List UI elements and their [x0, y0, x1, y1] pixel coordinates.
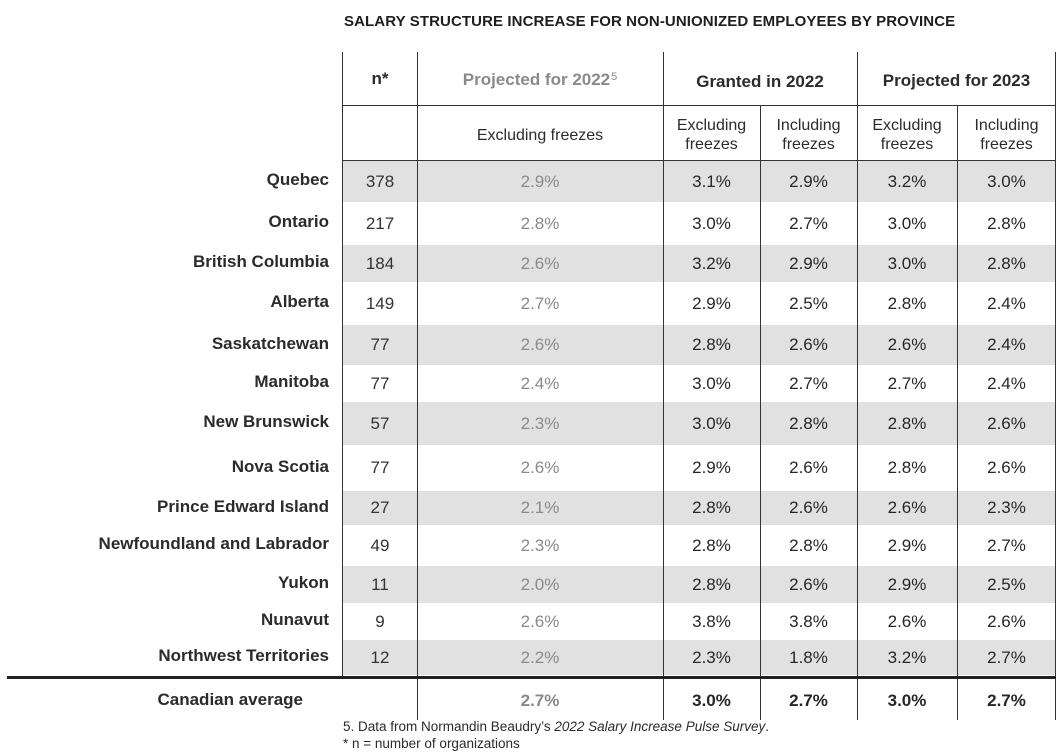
grid-line	[342, 160, 1056, 161]
footnote-5-survey-name: 2022 Salary Increase Pulse Survey	[554, 719, 766, 734]
average-projected-2023-including: 2.7%	[987, 690, 1026, 710]
table-cell-p2022: 2.7%	[520, 293, 560, 313]
average-granted-excluding: 3.0%	[692, 690, 731, 710]
subheader-excluding-freezes: Excluding freezes	[476, 126, 604, 144]
table-cell-g-in: 2.9%	[789, 253, 828, 273]
table-cell-p2022: 2.6%	[520, 458, 560, 477]
table-cell-g-ex: 2.9%	[692, 293, 731, 313]
table-cell-p23-in: 2.8%	[987, 253, 1026, 273]
table-cell-p23-ex: 3.2%	[887, 171, 927, 191]
table-cell-g-ex: 2.8%	[692, 498, 731, 517]
average-divider	[7, 676, 1056, 679]
province-label: Nunavut	[261, 610, 329, 629]
table-cell-p2022: 2.4%	[520, 373, 560, 393]
table-cell-g-ex: 3.2%	[692, 253, 731, 273]
grid-line	[417, 52, 418, 720]
table-cell-p23-ex: 2.8%	[887, 293, 927, 313]
table-cell-g-ex: 3.0%	[692, 413, 731, 433]
table-cell-p23-ex: 2.6%	[887, 335, 927, 354]
table-cell-g-in: 2.8%	[789, 535, 828, 555]
header-projected-2022-label: Projected for 2022	[462, 69, 611, 89]
grid-line	[342, 105, 1056, 106]
grid-line	[957, 106, 958, 720]
table-title: SALARY STRUCTURE INCREASE FOR NON-UNIONIZED EMPLOYEES BY PROVINCE	[344, 13, 956, 30]
table-cell-g-ex: 2.8%	[692, 574, 731, 594]
table-cell-n: 12	[370, 647, 390, 667]
table-cell-p23-ex: 2.6%	[887, 611, 927, 631]
table-cell-n: 57	[370, 413, 390, 433]
table-cell-n: 27	[370, 498, 390, 517]
table-cell-g-ex: 2.9%	[692, 458, 731, 477]
table-cell-p23-in: 2.3%	[987, 498, 1026, 517]
average-projected-2022: 2.7%	[520, 690, 560, 710]
table-cell-g-in: 2.6%	[789, 458, 828, 477]
province-label: Nova Scotia	[231, 456, 329, 476]
table-cell-p23-in: 2.5%	[987, 574, 1026, 594]
subheader-projected-excluding-line1: Excluding	[872, 117, 942, 134]
table-cell-p23-in: 2.6%	[987, 413, 1026, 433]
table-cell-p23-in: 2.7%	[987, 535, 1026, 555]
table-cell-p23-in: 2.4%	[987, 335, 1026, 354]
table-cell-g-ex: 3.8%	[692, 611, 731, 631]
subheader-granted-excluding	[663, 106, 760, 164]
table-cell-n: 184	[365, 253, 395, 273]
table-cell-g-in: 2.6%	[789, 498, 828, 517]
table-cell-g-in: 2.7%	[789, 373, 828, 393]
footnote-5	[343, 719, 769, 734]
table-cell-p2022: 2.3%	[520, 535, 560, 555]
table-cell-g-in: 2.6%	[789, 335, 828, 354]
table-cell-p23-in: 2.7%	[987, 647, 1026, 667]
subheader-projected-including-line1: Including	[974, 117, 1039, 134]
table-cell-n: 49	[370, 535, 390, 555]
table-cell-g-in: 2.8%	[789, 413, 828, 433]
table-cell-g-in: 2.9%	[789, 171, 828, 191]
province-label: New Brunswick	[203, 412, 329, 431]
table-cell-p23-in: 2.6%	[987, 611, 1026, 631]
province-label: British Columbia	[192, 252, 329, 271]
table-cell-g-ex: 2.3%	[692, 647, 731, 667]
table-cell-p23-ex: 2.9%	[887, 535, 927, 555]
province-label: Alberta	[270, 292, 329, 311]
subheader-granted-including-line1: Including	[776, 117, 841, 134]
table-cell-p2022: 2.3%	[520, 413, 560, 433]
table-cell-n: 77	[370, 373, 390, 393]
header-projected-2022	[417, 52, 663, 106]
province-label: Newfoundland and Labrador	[98, 534, 329, 553]
province-label: Yukon	[277, 573, 329, 592]
table-cell-g-ex: 3.0%	[692, 373, 731, 393]
table-cell-p23-in: 2.8%	[987, 213, 1026, 233]
province-label: Manitoba	[254, 372, 329, 391]
table-cell-p23-in: 2.4%	[987, 373, 1026, 393]
table-cell-g-in: 2.6%	[789, 574, 828, 594]
province-label: Northwest Territories	[158, 646, 329, 665]
table-cell-n: 77	[370, 458, 390, 477]
table-cell-g-in: 2.7%	[789, 213, 828, 233]
subheader-granted-including-line2: freezes	[782, 136, 835, 153]
table-cell-p23-ex: 3.0%	[887, 213, 927, 233]
province-label: Quebec	[266, 170, 329, 189]
table-cell-p23-ex: 3.2%	[887, 647, 927, 667]
grid-line	[663, 52, 664, 720]
table-cell-g-ex: 3.1%	[692, 171, 731, 191]
table-cell-p2022: 2.9%	[520, 171, 560, 191]
table-cell-p2022: 2.2%	[520, 647, 560, 667]
grid-line	[342, 52, 343, 677]
table-cell-p2022: 2.6%	[520, 335, 560, 354]
subheader-granted-including	[760, 106, 857, 164]
footnote-5-text: 5. Data from Normandin Beaudry’s	[343, 719, 555, 734]
table-cell-g-in: 1.8%	[789, 647, 828, 667]
average-label: Canadian average	[157, 690, 303, 709]
subheader-projected-including-line2: freezes	[980, 136, 1033, 153]
table-cell-p23-in: 3.0%	[987, 171, 1026, 191]
table-cell-p2022: 2.8%	[520, 213, 560, 233]
table-cell-n: 378	[365, 171, 395, 191]
grid-line	[857, 52, 858, 720]
province-label: Ontario	[268, 212, 329, 231]
table-cell-p23-ex: 2.8%	[887, 458, 927, 477]
table-cell-p23-ex: 3.0%	[887, 253, 927, 273]
table-cell-n: 217	[365, 213, 395, 233]
header-n: n*	[371, 68, 389, 88]
subheader-granted-excluding-line1: Excluding	[676, 117, 747, 134]
grid-line	[1055, 52, 1056, 720]
average-projected-2023-excluding: 3.0%	[887, 690, 927, 710]
grid-line	[760, 106, 761, 720]
footnote-5-period: .	[765, 719, 769, 734]
table-cell-p2022: 2.1%	[520, 498, 560, 517]
province-label: Saskatchewan	[211, 333, 329, 353]
table-cell-g-ex: 2.8%	[692, 535, 731, 555]
table-cell-n: 9	[375, 611, 385, 631]
table-cell-n: 77	[370, 335, 390, 354]
subheader-projected-excluding	[857, 106, 957, 164]
table-cell-p23-ex: 2.8%	[887, 413, 927, 433]
footnote-n: * n = number of organizations	[343, 736, 520, 751]
footnote-marker-5: 5	[611, 70, 618, 83]
table-cell-p2022: 2.0%	[520, 574, 560, 594]
table-cell-g-ex: 3.0%	[692, 213, 731, 233]
province-label: Prince Edward Island	[157, 496, 329, 516]
table-cell-p2022: 2.6%	[520, 611, 560, 631]
header-projected-2023: Projected for 2023	[882, 70, 1031, 90]
table-cell-p23-ex: 2.7%	[887, 373, 927, 393]
table-cell-g-in: 3.8%	[789, 611, 828, 631]
table-cell-p2022: 2.6%	[520, 253, 560, 273]
table-cell-p23-ex: 2.9%	[887, 574, 927, 594]
header-granted-2022: Granted in 2022	[696, 71, 824, 91]
table-cell-p23-in: 2.4%	[987, 293, 1026, 313]
table-cell-n: 11	[371, 574, 389, 594]
table-cell-p23-in: 2.6%	[987, 458, 1026, 477]
subheader-projected-including	[957, 106, 1056, 164]
table-cell-n: 149	[365, 293, 395, 313]
table-cell-g-ex: 2.8%	[692, 335, 731, 354]
subheader-projected-excluding-line2: freezes	[880, 136, 934, 153]
average-granted-including: 2.7%	[789, 690, 828, 710]
subheader-granted-excluding-line2: freezes	[685, 136, 738, 153]
table-cell-p23-ex: 2.6%	[887, 498, 927, 517]
table-cell-g-in: 2.5%	[789, 293, 828, 313]
